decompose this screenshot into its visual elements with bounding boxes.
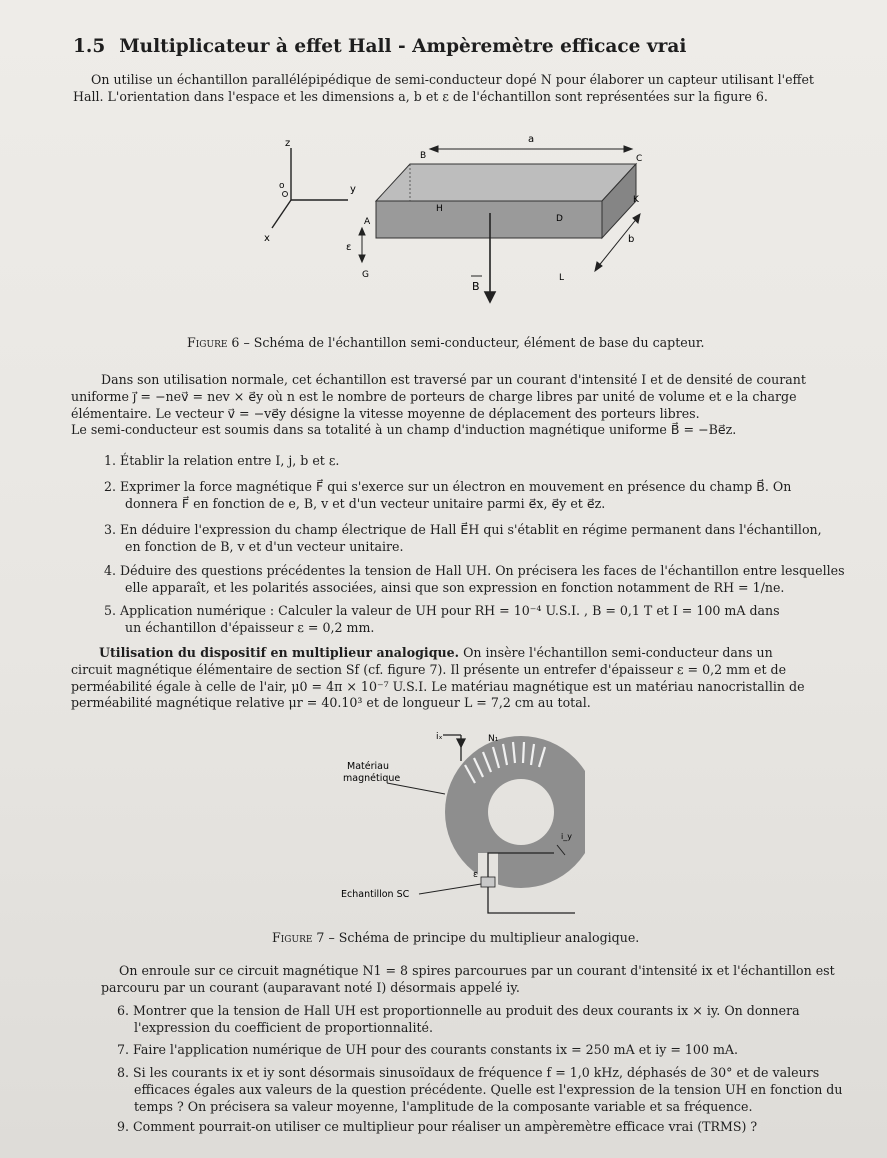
text-line: perméabilité magnétique relative μr = 40.10³ et de longueur L = 7,2 cm au total. bbox=[71, 695, 591, 711]
caption-label: Figure 6 bbox=[187, 335, 240, 350]
label-material: Matériau bbox=[347, 761, 389, 772]
usage-paragraph bbox=[71, 372, 841, 439]
text-line: On insère l'échantillon semi-conducteur dans un bbox=[459, 645, 773, 660]
text-line: uniforme j⃗ = −nev⃗ = nev × e⃗y où n est le nombre de porteurs de charge libres par unité de volume et e la charge bbox=[71, 388, 797, 404]
text-line: On enroule sur ce circuit magnétique N1 = 8 spires parcourues par un courant d'intensité ix et l'échantillon est bbox=[119, 963, 835, 978]
sample-pointer bbox=[419, 884, 481, 894]
axis-z-label: z bbox=[285, 138, 291, 149]
caption-text: – Schéma de l'échantillon semi-conducteur, élément de base du capteur. bbox=[239, 335, 705, 350]
sample-in-gap bbox=[481, 877, 495, 887]
winding-paragraph bbox=[101, 963, 841, 997]
text-line: 1. Établir la relation entre I, j, b et ε. bbox=[104, 453, 340, 468]
text-line: On utilise un échantillon parallélépipédique de semi-conducteur dopé N pour élaborer un capteur utilisant l'effet bbox=[91, 72, 814, 87]
section-title-text: Multiplicateur à effet Hall - Ampèremètre efficace vrai bbox=[119, 36, 687, 57]
origin-point bbox=[283, 192, 288, 197]
axis-o-label: o bbox=[279, 181, 285, 191]
label-H: H bbox=[436, 204, 443, 214]
label-K: K bbox=[633, 195, 639, 205]
text-line: Hall. L'orientation dans l'espace et les dimensions a, b et ε de l'échantillon sont représentées sur la figure 6. bbox=[73, 88, 768, 104]
material-pointer bbox=[387, 783, 445, 794]
text-line: un échantillon d'épaisseur ε = 0,2 mm. bbox=[125, 619, 375, 635]
label-D: D bbox=[556, 214, 563, 224]
sample-front-face bbox=[376, 201, 602, 238]
text-line: 2. Exprimer la force magnétique F⃗ qui s'exerce sur un électron en mouvement en présence du champ B⃗. On bbox=[104, 479, 792, 494]
intro-paragraph bbox=[73, 72, 838, 106]
multiplier-paragraph bbox=[71, 645, 841, 712]
label-epsilon-gap: ε bbox=[473, 870, 478, 880]
axis-x-label: x bbox=[264, 233, 270, 244]
text-line: l'expression du coefficient de proportionnalité. bbox=[134, 1019, 433, 1035]
label-C-corner: C bbox=[636, 154, 643, 164]
text-line: 8. Si les courants ix et iy sont désormais sinusoïdaux de fréquence f = 1,0 kHz, déphasés de 30° et de valeurs bbox=[117, 1065, 820, 1080]
dimension-epsilon-arrow bbox=[359, 228, 365, 262]
text-line: Le semi-conducteur est soumis dans sa totalité à un champ d'induction magnétique uniforme B⃗ = −Be⃗z. bbox=[71, 422, 737, 438]
text-line: en fonction de B, v et d'un vecteur unitaire. bbox=[125, 538, 404, 554]
text-line: 6. Montrer que la tension de Hall UH est proportionnelle au produit des deux courants ix × iy. On donnera bbox=[117, 1003, 800, 1018]
axis-y-label: y bbox=[350, 184, 356, 195]
question-6 bbox=[117, 1003, 800, 1037]
label-iy: i_y bbox=[561, 832, 572, 841]
text-line: elle apparaît, et les polarités associées, ainsi que son expression en fonction notamment de RH = 1/ne. bbox=[125, 579, 785, 595]
label-sample: Echantillon SC bbox=[341, 889, 410, 900]
label-N1: N₁ bbox=[488, 734, 499, 744]
text-line: élémentaire. Le vecteur v⃗ = −ve⃗y désigne la vitesse moyenne de déplacement des porteurs libres. bbox=[71, 405, 700, 421]
section-number: 1.5 bbox=[73, 36, 106, 57]
label-material-2: magnétique bbox=[343, 773, 401, 784]
figure-7-caption bbox=[272, 930, 639, 945]
question-4 bbox=[104, 563, 845, 597]
question-2 bbox=[104, 479, 791, 513]
question-9 bbox=[117, 1119, 757, 1136]
label-a: a bbox=[528, 134, 535, 145]
multiplier-heading: Utilisation du dispositif en multiplieur analogique. bbox=[99, 645, 460, 660]
section-title bbox=[73, 36, 686, 57]
label-A: A bbox=[364, 217, 371, 227]
text-line: donnera F⃗ en fonction de e, B, v et d'un vecteur unitaire parmi e⃗x, e⃗y et e⃗z. bbox=[125, 495, 606, 511]
caption-text: – Schéma de principe du multiplieur analogique. bbox=[324, 930, 640, 945]
figure-6-caption bbox=[187, 335, 704, 350]
figure-6-diagram bbox=[250, 128, 670, 308]
label-epsilon: ε bbox=[346, 242, 352, 253]
label-B-vector: B bbox=[472, 280, 480, 293]
text-line: parcouru par un courant (auparavant noté I) désormais appelé iy. bbox=[101, 979, 520, 995]
text-line: circuit magnétique élémentaire de section Sf (cf. figure 7). Il présente un entrefer d'épaisseur ε = 0,2 mm et de bbox=[71, 661, 787, 677]
caption-label: Figure 7 bbox=[272, 930, 325, 945]
question-1 bbox=[104, 453, 339, 470]
label-ix: iₓ bbox=[436, 732, 443, 742]
question-3 bbox=[104, 522, 822, 556]
label-b: b bbox=[628, 234, 635, 245]
label-B-corner: B bbox=[420, 151, 427, 161]
dimension-a-arrow bbox=[430, 146, 632, 152]
question-7 bbox=[117, 1042, 738, 1059]
text-line: temps ? On précisera sa valeur moyenne, l'amplitude de la composante variable et sa fréquence. bbox=[134, 1098, 753, 1114]
text-line: 5. Application numérique : Calculer la valeur de UH pour RH = 10⁻⁴ U.S.I. , B = 0,1 T et I = 100 mA dans bbox=[104, 603, 780, 618]
text-line: efficaces égales aux valeurs de la question précédente. Quelle est l'expression de la tension UH en fonction du bbox=[134, 1081, 843, 1097]
text-line: Dans son utilisation normale, cet échantillon est traversé par un courant d'intensité I et de densité de courant bbox=[101, 372, 806, 387]
text-line: perméabilité égale à celle de l'air, μ0 = 4π × 10⁻⁷ U.S.I. Le matériau magnétique est un matériau nanocristallin de bbox=[71, 678, 805, 694]
question-8 bbox=[117, 1065, 843, 1115]
label-G: G bbox=[362, 270, 369, 280]
text-line: 7. Faire l'application numérique de UH pour des courants constants ix = 250 mA et iy = 100 mA. bbox=[117, 1042, 739, 1057]
ix-current-arrow bbox=[443, 735, 465, 761]
text-line: 9. Comment pourrait-on utiliser ce multiplieur pour réaliser un ampèremètre efficace vrai (TRMS) ? bbox=[117, 1119, 758, 1134]
sample-top-face bbox=[376, 164, 636, 201]
text-line: 3. En déduire l'expression du champ électrique de Hall E⃗H qui s'établit en régime permanent dans l'échantillon, bbox=[104, 522, 822, 537]
figure-7-diagram bbox=[335, 725, 585, 915]
text-line: 4. Déduire des questions précédentes la tension de Hall UH. On précisera les faces de l'échantillon entre lesquelles bbox=[104, 563, 845, 578]
question-5 bbox=[104, 603, 780, 637]
label-L: L bbox=[559, 273, 565, 283]
